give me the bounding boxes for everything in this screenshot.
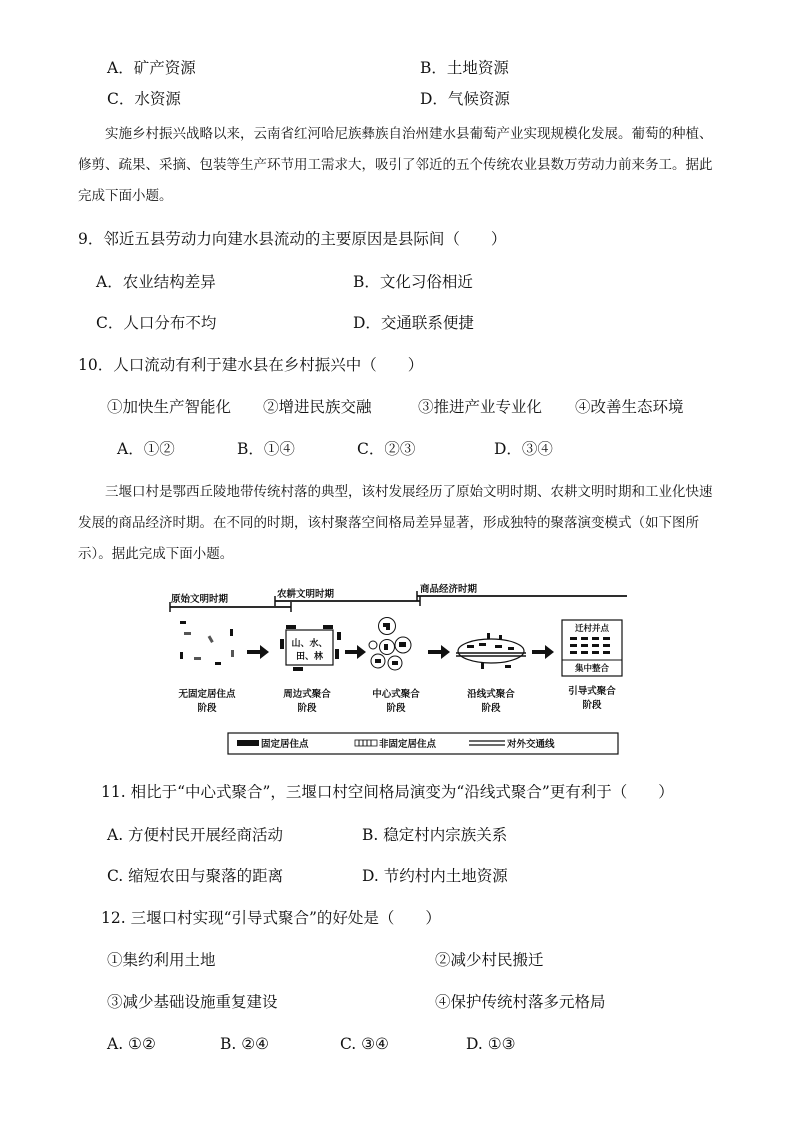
period-1-label: 原始文明时期 — [171, 594, 229, 605]
q10-statement-1: ①加快生产智能化 — [107, 398, 232, 416]
q9-option-a: A．农业结构差异 — [96, 273, 216, 291]
diagram-legend — [228, 733, 618, 754]
legend-nonfixed-swatch — [355, 740, 377, 746]
stage-3-label: 中心式聚合 — [372, 689, 420, 700]
q10-option-a: A．①② — [117, 440, 175, 458]
stage-5-label-2: 阶段 — [582, 700, 602, 711]
stage-3-central — [369, 618, 411, 671]
q8-option-a: A．矿产资源 — [107, 59, 196, 77]
passage-grape-industry: 实施乡村振兴战略以来，云南省红河哈尼族彝族自治州建水县葡萄产业实现规模化发展。葡萄的种植、修剪、疏果、采摘、包装等生产环节用工需求大，吸引了邻近的五个传统农业县数万劳动力前来务工。据此完成下面小题。 — [78, 126, 713, 204]
q12-option-b: B. ②④ — [220, 1035, 270, 1053]
stage-2-box-line1: 山、水、 — [291, 639, 328, 649]
settlement-evolution-diagram — [165, 577, 635, 759]
q10-statement-4: ④改善生态环境 — [575, 398, 684, 416]
legend-nonfixed: 非固定居住点 — [379, 739, 437, 750]
q9-option-c: C．人口分布不均 — [96, 314, 217, 332]
q12-option-a: A. ①② — [107, 1035, 156, 1053]
legend-fixed-swatch — [237, 740, 259, 746]
q9-option-d: D．交通联系便捷 — [353, 314, 474, 332]
passage-sanyankou-village: 三堰口村是鄂西丘陵地带传统村落的典型，该村发展经历了原始文明时期、农耕文明时期和工业化快速发展的商品经济时期。在不同的时期，该村聚落空间格局差异显著，形成独特的聚落演变模式（如下图所示）。据此完成下面小题。 — [78, 484, 713, 562]
q12-option-c: C. ③④ — [340, 1035, 389, 1053]
period-2-label: 农耕文明时期 — [277, 589, 335, 600]
stage-5-bottom-label: 集中整合 — [574, 664, 610, 674]
stage-5-guided — [562, 620, 622, 676]
q10-statement-2: ②增进民族交融 — [263, 398, 372, 416]
q12-option-d: D. ①③ — [466, 1035, 516, 1053]
stage-2-label-2: 阶段 — [297, 703, 317, 714]
stage-2-label: 周边式聚合 — [283, 689, 331, 700]
q11-option-d: D. 节约村内土地资源 — [362, 867, 508, 885]
stage-1-label: 无固定居住点 — [178, 689, 236, 700]
timeline — [170, 583, 627, 612]
arrow-4 — [532, 645, 554, 659]
arrow-1 — [247, 645, 269, 659]
q8-option-d: D．气候资源 — [420, 90, 510, 108]
q8-option-b: B．土地资源 — [420, 59, 509, 77]
q11-stem: 11. 相比于“中心式聚合”，三堰口村空间格局演变为“沿线式聚合”更有利于（ ） — [101, 783, 674, 801]
period-3-label: 商品经济时期 — [420, 584, 478, 595]
q11-option-a: A. 方便村民开展经商活动 — [107, 826, 284, 844]
stage-4-label: 沿线式聚合 — [467, 689, 515, 700]
stage-4-linear — [456, 633, 526, 669]
q9-option-b: B．文化习俗相近 — [353, 273, 473, 291]
q8-option-c: C．水资源 — [107, 90, 181, 108]
q10-option-c: C．②③ — [357, 440, 416, 458]
q12-stem: 12. 三堰口村实现“引导式聚合”的好处是（ ） — [101, 909, 441, 927]
q12-statement-1: ①集约利用土地 — [107, 951, 216, 969]
q10-statement-3: ③推进产业专业化 — [418, 398, 543, 416]
stage-2-box-line2: 田、林 — [295, 652, 324, 662]
q12-statement-4: ④保护传统村落多元格局 — [435, 993, 606, 1011]
q11-option-b: B. 稳定村内宗族关系 — [362, 826, 508, 844]
stage-5-top-label: 迁村并点 — [574, 624, 610, 634]
arrow-2 — [345, 645, 366, 659]
q10-stem: 10．人口流动有利于建水县在乡村振兴中（ ） — [78, 356, 424, 374]
stage-4-label-2: 阶段 — [481, 703, 501, 714]
legend-road: 对外交通线 — [507, 739, 555, 750]
stage-5-label: 引导式聚合 — [568, 686, 616, 697]
q10-option-d: D．③④ — [494, 440, 553, 458]
q12-statement-2: ②减少村民搬迁 — [435, 951, 544, 969]
stage-3-label-2: 阶段 — [386, 703, 406, 714]
q12-statement-3: ③减少基础设施重复建设 — [107, 993, 278, 1011]
q11-option-c: C. 缩短农田与聚落的距离 — [107, 867, 284, 885]
q10-option-b: B．①④ — [237, 440, 295, 458]
q9-stem: 9．邻近五县劳动力向建水县流动的主要原因是县际间（ ） — [78, 230, 507, 248]
stage-2-peripheral — [280, 625, 341, 671]
arrow-3 — [428, 645, 450, 659]
stage-1-scattered-points — [180, 621, 234, 665]
stage-1-label-2: 阶段 — [197, 703, 217, 714]
legend-fixed: 固定居住点 — [261, 739, 309, 750]
